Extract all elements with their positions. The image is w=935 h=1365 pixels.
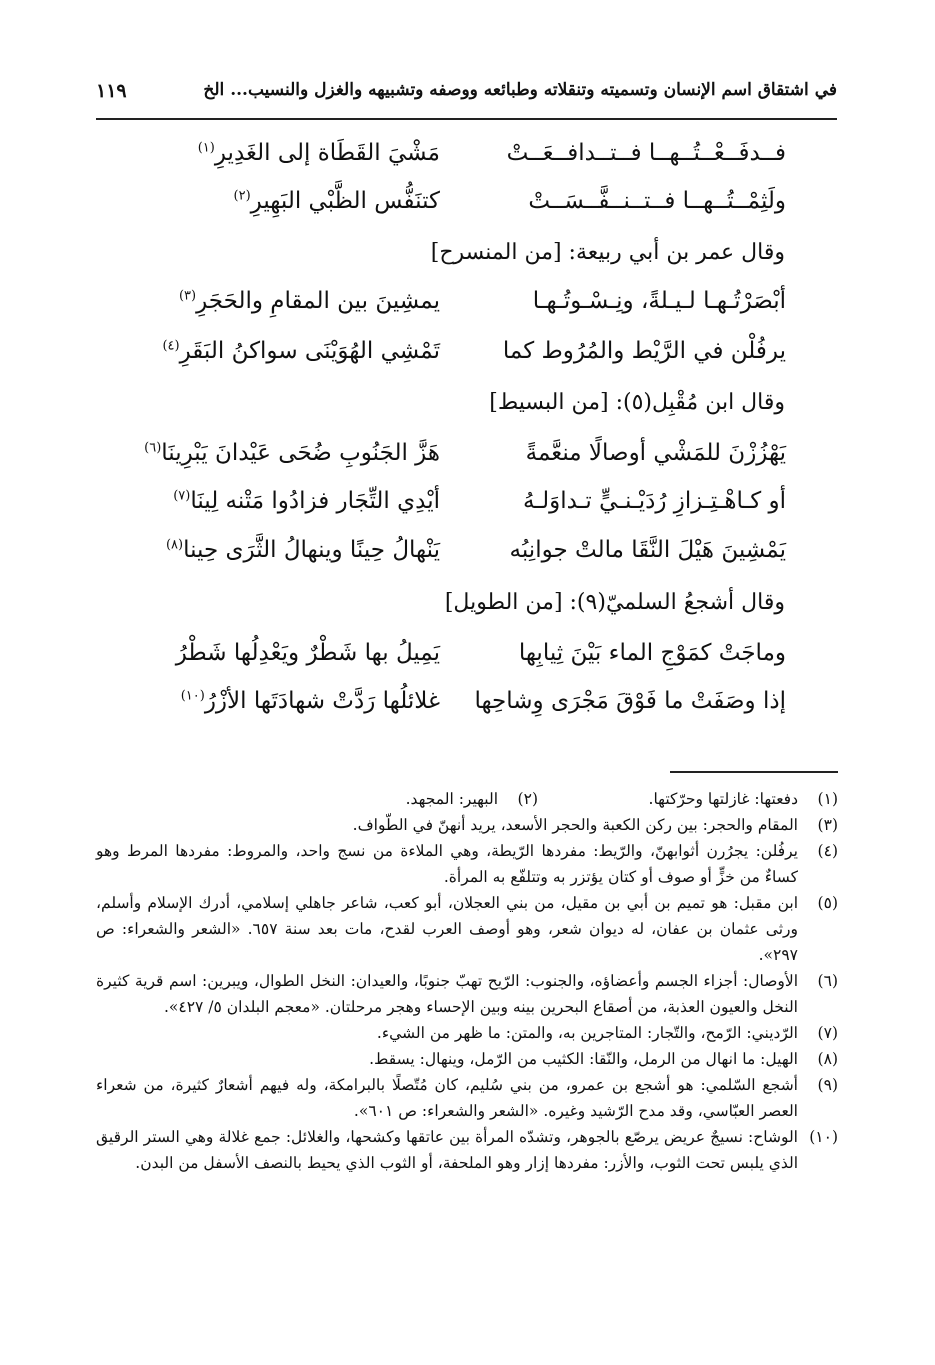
verse-hemistich-right: يرفُلْن في الرَّيْط والمُرُوط كما xyxy=(502,338,786,364)
page-header xyxy=(96,70,837,120)
footnote-text: المقام والحجر: بين ركن الكعبة والحجر الأسعد، يريد أنهنّ في الطّواف. xyxy=(352,816,798,834)
footnote-number: (٦) xyxy=(817,972,838,990)
verse-line xyxy=(96,288,786,328)
footnote xyxy=(538,786,838,812)
verse-hemistich-right: إذا وصَفَتْ ما فَوْقَ مَجْرَى وِشاحِها xyxy=(474,688,786,714)
verse-hemistich-left: كتنَفُّس الظَّبْي البَهِيرِ$^{(٢)}$ xyxy=(233,188,440,214)
footnote-text: أشجع السّلمي: هو أشجع بن عمرو، من بني سُليم، كان مُتّصلًا بالبرامكة، وله فيهم أشعارٌ كثيرة، من شعراء العصر العبّاسي، وقد مدح الرّشيد وغيره. «الشعر والشعراء: ص ٦٠١». xyxy=(96,1076,798,1120)
verse-hemistich-right: فــدفَــعْــتُــهــا فــتــدافــعَــتْ xyxy=(506,140,786,166)
verse-hemistich-left: مَشْيَ القَطَاة إلى الغَدِيرِ$^{(١)}$ xyxy=(197,140,440,166)
verse-hemistich-right: ولَثِمْــتُــهــا فــتــنــفَّــسَــتْ xyxy=(528,188,786,214)
page-number: ١١٩ xyxy=(96,80,127,102)
verse-hemistich-left: أيْدِي التِّجَار فزادُوا مَتْنه لِينَا$^{(٧)}$ xyxy=(173,488,440,514)
footnote-number: (٨) xyxy=(817,1050,838,1068)
footnote xyxy=(406,786,538,812)
verse-line xyxy=(96,688,786,728)
verse-line xyxy=(96,140,786,180)
footnote-marker: (١) xyxy=(197,140,215,156)
footnote-number: (٢) xyxy=(517,790,538,808)
verse-line xyxy=(96,338,786,378)
footnote xyxy=(96,1046,838,1072)
footnote xyxy=(96,1020,838,1046)
footnote-number: (٣) xyxy=(817,816,838,834)
footnote-pair xyxy=(96,786,838,812)
footnote xyxy=(96,1072,838,1124)
footnote-text: دفعتها: غازلتها وحرّكتها. xyxy=(648,790,798,808)
footnote-marker: (٣) xyxy=(178,288,197,304)
footnote-marker: (٢) xyxy=(233,188,251,204)
running-title: في اشتقاق اسم الإنسان وتسميته وتنقلاته وطبائعه ووصفه وتشبيهه والغزل والنسيب... الخ xyxy=(203,80,837,100)
verse-hemistich-right: يَمْشِينَ هَيْلَ النَّقَا مالتْ جوانِبُه xyxy=(509,537,786,563)
verse-line xyxy=(96,440,786,480)
footnote-marker: (٤) xyxy=(162,338,180,354)
footnotes xyxy=(96,786,838,1176)
verse-hemistich-left: يَنْهالُ حِينًا وينهالُ الثَّرَى حِينا$^{(٨)}$ xyxy=(165,537,440,563)
verse-line xyxy=(96,188,786,228)
verse-hemistich-left: يمشِينَ بين المقامِ والحَجَرِ$^{(٣)}$ xyxy=(178,288,440,314)
verse-hemistich-right: أبْصَرْتُـهـا لـيـلةً، ونِـسْـوتُـهـا xyxy=(532,288,786,314)
footnote-number: (١) xyxy=(817,790,838,808)
verse-hemistich-left: هَزَّ الجَنُوبِ ضُحَى عَيْدانَ يَبْرِينَا$^{(٦)}$ xyxy=(144,440,440,466)
footnote-text: الهيل: ما انهال من الرمل، والنّقا: الكثيب من الرّمل، وينهال: يسقط. xyxy=(369,1050,798,1068)
footnote-number: (٤) xyxy=(817,842,838,860)
footnote-number: (١٠) xyxy=(809,1128,838,1146)
footnote-separator xyxy=(670,771,838,773)
verse-hemistich-right: يَهْزُزْنَ للمَشْي أوصالًا منعَّمةً xyxy=(525,440,786,466)
verse-line xyxy=(96,537,786,577)
footnote-marker: (١٠) xyxy=(180,688,205,704)
verse-hemistich-right: أو كـاهْـتِـزازِ رُدَيْـنـيٍّ تـداوَلـهُ xyxy=(523,488,786,514)
verse-line xyxy=(96,640,786,680)
footnote-text: يرفُلن: يجرُرن أثوابهنّ، والرّيط: مفردها الرّيطة، وهي الملاءة من نسج واحد، والمروط: مفردها المرط وهو كساءٌ من خزٍّ أو صوف أو كتان يؤتزر به وتتلفّع به المرأة. xyxy=(96,842,798,886)
footnote-text: الأوصال: أجزاء الجسم وأعضاؤه، والجنوب: الرّيح تهبّ جنوبًا، والعيدان: النخل الطوال، ويبرين: اسم قرية كثيرة النخل والعيون العذبة، من أصقاع البحرين بينه وبين الإحساء وهجر مرحلتان. «معجم البلدان ٥/ ٤٢٧». xyxy=(96,972,798,1016)
footnote-number: (٩) xyxy=(817,1076,838,1094)
footnote-marker: (٨) xyxy=(165,537,184,553)
verse-line xyxy=(96,488,786,528)
footnote-text: ابن مقبل: هو تميم بن أبي بن مقيل، من بني العجلان، أبو كعب، شاعر جاهلي إسلامي، أدرك الإسلام وأسلم، ورثى عثمان بن عفان، له ديوان شعر، وهو أوصف العرب لقدح، مات بعد سنة ٦٥٧. «الشعر والشعراء: ص ٢٩٧». xyxy=(96,894,798,964)
poem-intro: وقال ابن مُقْبِل(٥): [من البسيط] xyxy=(489,390,785,415)
footnote-number: (٧) xyxy=(817,1024,838,1042)
footnote xyxy=(96,812,838,838)
verse-hemistich-right: وماجَتْ كمَوْجِ الماء بَيْنَ ثِيابِها xyxy=(518,640,786,666)
footnote-text: الرّديني: الرّمح، والتّجار: المتاجرين به، والمتن: ما ظهر من الشيء. xyxy=(376,1024,798,1042)
footnote-text: البهير: المجهد. xyxy=(405,790,498,808)
footnote-marker: (٦) xyxy=(144,440,162,456)
footnote-text: الوشاح: نسيجٌ عريض يرصّع بالجوهر، وتشدّه المرأة بين عاتقها وكشحها، والغلائل: جمع غلالة وهي الستر الرقيق الذي يلبس تحت الثوب، والأزر: مفردها إزار وهو الملحفة، أو الثوب الذي يحيط بالنصف الأسفل من البدن. xyxy=(96,1128,798,1172)
poem-intro: وقال أشجعُ السلميّ(٩): [من الطويل] xyxy=(444,590,785,615)
footnote xyxy=(96,838,838,890)
verse-hemistich-left: تَمْشِي الهُوَيْنَى سواكنُ البَقَرِ$^{(٤)}$ xyxy=(162,338,440,364)
verse-hemistich-left: غلائلُها رَدَّتْ شهادَتَها الأزْرُ$^{(١٠)}$ xyxy=(180,688,440,714)
footnote xyxy=(96,968,838,1020)
footnote xyxy=(96,890,838,968)
poem-intro: وقال عمر بن أبي ربيعة: [من المنسرح] xyxy=(430,240,785,265)
verse-hemistich-left: يَمِيلُ بها شَطْرٌ ويَعْدِلُها شَطْرُ xyxy=(175,640,440,666)
footnote-number: (٥) xyxy=(817,894,838,912)
footnote-marker: (٧) xyxy=(173,488,191,504)
footnote xyxy=(96,1124,838,1176)
